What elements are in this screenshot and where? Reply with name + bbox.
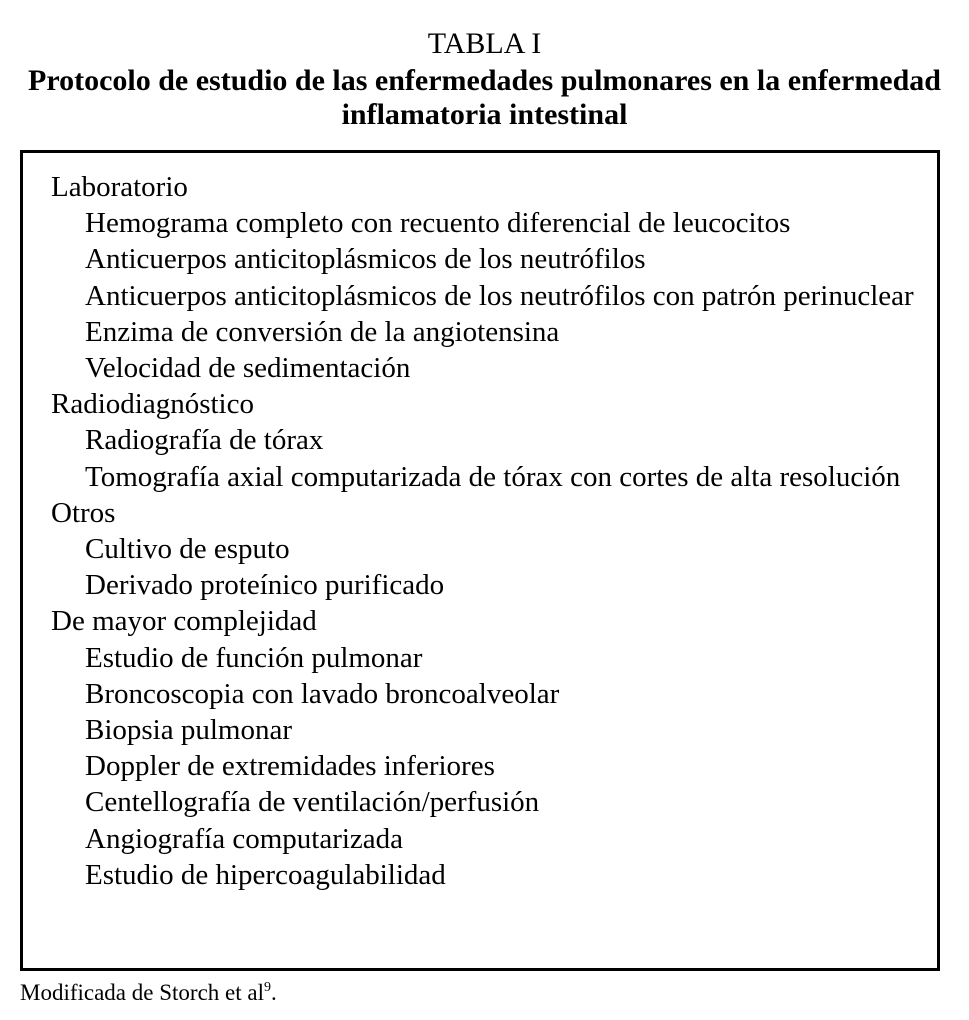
list-item: Angiografía computarizada (85, 822, 404, 855)
list-item: Estudio de hipercoagulabilidad (85, 858, 446, 891)
table-number: TABLA I (427, 27, 542, 60)
footnote-reference: 9 (263, 980, 271, 995)
list-item: Derivado proteínico purificado (85, 569, 445, 602)
footnote-suffix: . (270, 980, 277, 1005)
footnote-text: Modificada de Storch et al (20, 980, 264, 1005)
section-heading-mayor-complejidad: De mayor complejidad (51, 605, 317, 638)
list-item: Estudio de función pulmonar (85, 641, 423, 674)
table-box (20, 150, 940, 971)
list-item: Enzima de conversión de la angiotensina (85, 315, 560, 348)
section-heading-radiodiagnostico: Radiodiagnóstico (51, 388, 254, 421)
list-item: Biopsia pulmonar (85, 714, 293, 747)
list-item: Anticuerpos anticitoplásmicos de los neutrófilos con patrón perinuclear (85, 279, 914, 312)
list-item: Doppler de extremidades inferiores (85, 750, 495, 783)
list-item: Hemograma completo con recuento diferencial de leucocitos (85, 207, 791, 240)
list-item: Cultivo de esputo (85, 533, 290, 566)
list-item: Radiografía de tórax (85, 424, 324, 457)
list-item: Anticuerpos anticitoplásmicos de los neutrófilos (85, 243, 646, 276)
list-item: Tomografía axial computarizada de tórax con cortes de alta resolución (85, 460, 901, 493)
table-title: Protocolo de estudio de las enfermedades pulmonares en la enfermedad inflamatoria intestinal (28, 64, 941, 131)
list-item: Broncoscopia con lavado broncoalveolar (85, 677, 560, 710)
list-item: Centellografía de ventilación/perfusión (85, 786, 540, 819)
list-item: Velocidad de sedimentación (85, 352, 411, 385)
section-heading-otros: Otros (51, 496, 116, 529)
section-heading-laboratorio: Laboratorio (51, 171, 188, 203)
footnote (20, 978, 277, 1008)
table-content (51, 169, 927, 893)
